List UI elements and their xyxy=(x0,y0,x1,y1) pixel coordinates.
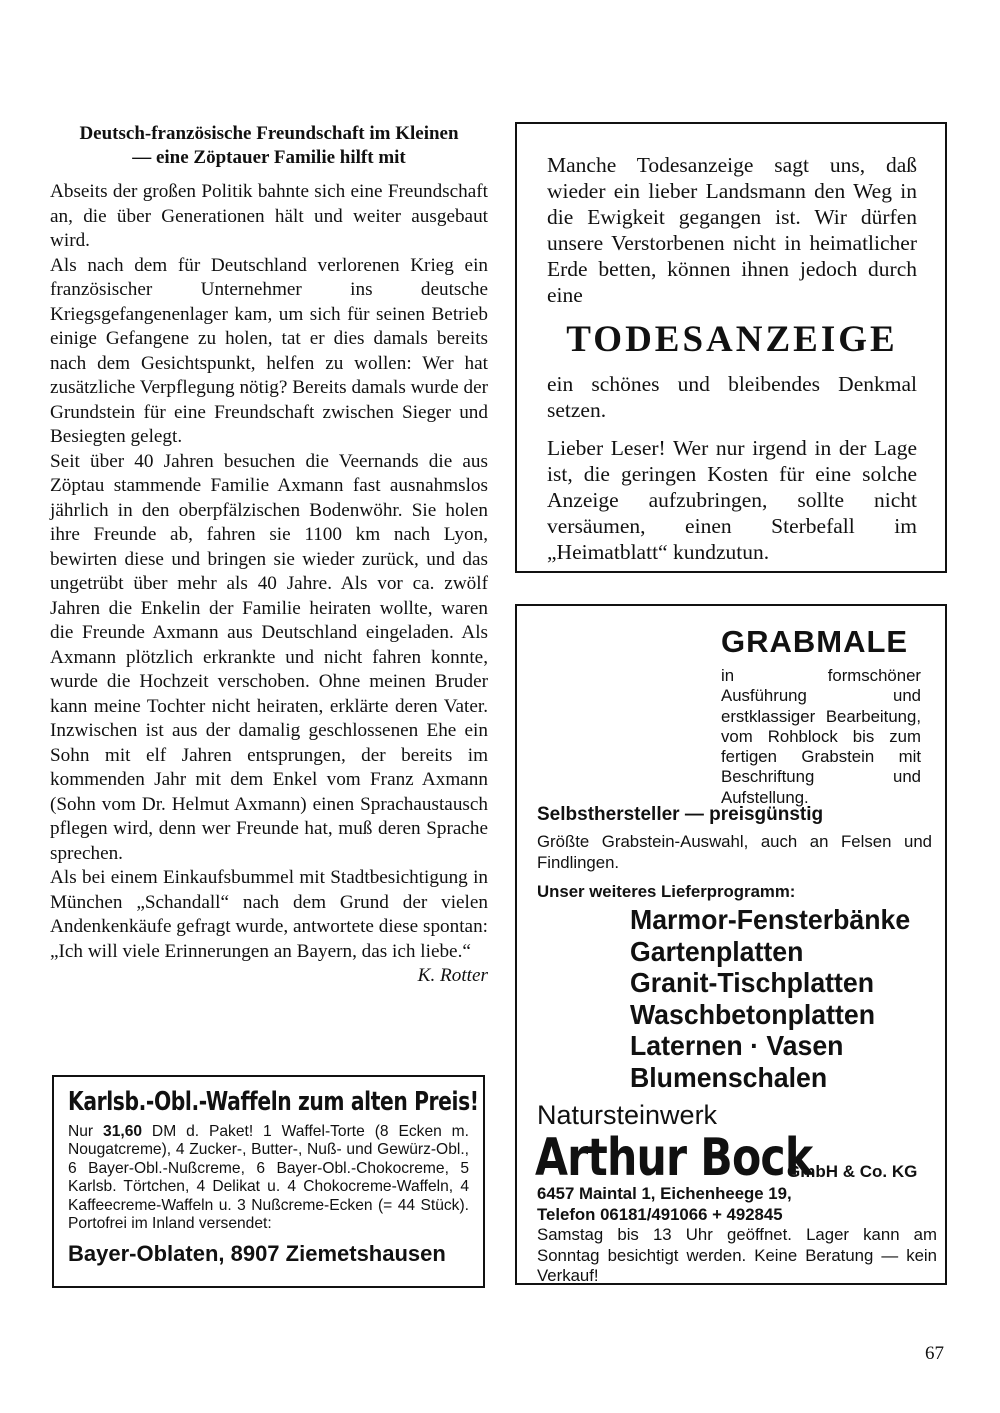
product-item: Marmor-Fensterbänke xyxy=(630,904,911,935)
death-notice-intro: Manche Todesanzeige sagt uns, daß wieder ein lieber Landsmann den Weg in die Ewigkeit gegangen ist. Wir dürfen unsere Verstorbenen nicht in heimatlicher Erde betten, können ihnen jedoch durch eine xyxy=(547,153,917,307)
death-notice-appeal: Lieber Leser! Wer nur irgend in der Lage ist, die geringen Kosten für eine solche Anzeige aufzubringen, sollte nicht versäumen, einen Sterbefall im „Heimatblatt“ kundzutun. xyxy=(547,436,917,564)
article-paragraph: Als nach dem für Deutschland verlorenen Krieg ein französischer Unternehmer ins deutsche Kriegsgefangenenlager kam, um sich für seinen Betrieb einige Gefangene zu holen, tat er dies damals bereits nach dem Gesichtspunkt, helfen zu wollen: Wer hat zusätzliche Verpflegung nötig? Bereits damals wurde der Grundstein für eine Freundschaft zwischen Sieger und Besiegten gelegt. xyxy=(50,254,488,447)
company-hours: Samstag bis 13 Uhr geöffnet. Lager kann am Sonntag besichtigt werden. Keine Beratung — kein Verkauf! xyxy=(537,1225,937,1286)
grabmale-selection: Größte Grabstein-Auswahl, auch an Felsen und Findlingen. xyxy=(537,832,932,872)
grabmale-intro: in formschöner Ausführung und erstklassiger Bearbeitung, vom Rohblock bis zum fertigen Grabstein mit Beschriftung und Aufstellung. xyxy=(721,666,921,807)
page-number: 67 xyxy=(925,1343,944,1364)
waffeln-price: 31,60 xyxy=(103,1123,143,1140)
grabmale-slogan: Selbsthersteller — preisgünstig xyxy=(537,804,824,825)
company-address: 6457 Maintal 1, Eichenheege 19, xyxy=(537,1184,792,1203)
company-phone: Telefon 06181/491066 + 492845 xyxy=(537,1204,783,1224)
waffeln-body xyxy=(68,1123,469,1233)
death-notice-headline: TODESANZEIGE xyxy=(566,319,898,360)
headline-line-1: Deutsch-französische Freundschaft im Kleinen xyxy=(79,123,459,144)
headline-line-2: — eine Zöptauer Familie hilft mit xyxy=(132,147,406,168)
company-block xyxy=(535,1128,918,1188)
company-suffix: GmbH & Co. KG xyxy=(787,1162,918,1181)
death-notice-after: ein schönes und bleibendes Denkmal setzen. xyxy=(547,372,917,422)
company-prefix: Natursteinwerk xyxy=(537,1100,718,1130)
death-notice-ad xyxy=(515,122,947,573)
product-item: Waschbetonplatten xyxy=(630,998,876,1030)
article-author: K. Rotter xyxy=(417,965,488,986)
company-contact xyxy=(537,1184,937,1287)
company-name: Arthur Bock xyxy=(535,1128,813,1188)
grabmale-program-heading: Unser weiteres Lieferprogramm: xyxy=(537,882,796,901)
waffeln-headline: Karlsb.-Obl.-Waffeln zum alten Preis! xyxy=(68,1087,479,1117)
article-headline xyxy=(50,122,488,170)
article-paragraph: Seit über 40 Jahren besuchen die Veernands die aus Zöptau stammende Familie Axmann fast ausnahmslos jährlich in den oberpfälzischen Bodenwöhr. Sie holen ihre Freunde ab, fahren sie 1100 km nach Lyon, bewirten diese und bringen sie wieder zurück, und das ungetrübt über mehr als 40 Jahre. Als vor ca. zwölf Jahren die Enkelin der Familie heiraten wollte, waren die Freunde Axmann aus Deutschland eingeladen. Als Axmann plötzlich erkrankte und nicht fahren konnte, wurde die Hochzeit verschoben. Ohne meinen Bruder kann meine Tochter nicht heiraten, erklärte deren Vater. Inzwischen ist aus der damalig geschlossenen Ehe ein Sohn mit elf Jahren entsprungen, der bereits im kommenden Jahr mit dem Enkel vom Franz Axmann (Sohn vom Dr. Helmut Axmann) einen Sprachaustausch pflegen wird, denn wer Freunde hat, muß deren Sprache sprechen. xyxy=(50,450,488,864)
grabmale-product-list xyxy=(630,904,919,1093)
waffeln-price-prefix: Nur xyxy=(68,1123,104,1140)
article xyxy=(50,122,488,989)
product-item: Laternen · Vasen xyxy=(630,1030,844,1061)
waffeln-body-text: DM d. Paket! 1 Waffel-Torte (8 Ecken m. Nougatcreme), 4 Zucker-, Butter-, Nuß- und Gewürz-Obl., 6 Bayer-Obl.-Nußcreme, 6 Bayer-Obl.-Chokocreme, 5 Karlsb. Törtchen, 4 Delikat u. 4 Chokocreme-Waffeln, 4 Kaffeecreme-Waffeln u. 3 Nußcreme-Ecken (= 44 Stück). Portofrei im Inland versendet: xyxy=(68,1123,469,1233)
product-item: Granit-Tischplatten xyxy=(630,967,875,998)
grabmale-ad xyxy=(515,604,947,1285)
waffeln-footer: Bayer-Oblaten, 8907 Ziemetshausen xyxy=(68,1241,446,1267)
product-item: Gartenplatten xyxy=(630,935,804,967)
product-item: Blumenschalen xyxy=(630,1061,828,1093)
grabmale-title: GRABMALE xyxy=(721,624,909,659)
article-paragraph: Als bei einem Einkaufsbummel mit Stadtbesichtigung in München „Schandall“ nach dem Grund der vielen Andenkenkäufe gefragt wurde, antwortete diese spontan: „Ich will viele Erinnerungen an Bayern, das ich liebe.“ xyxy=(50,867,488,962)
article-paragraph: Abseits der großen Politik bahnte sich eine Freundschaft an, die über Generationen hält und weiter ausgebaut wird. xyxy=(50,181,488,251)
waffeln-ad xyxy=(52,1075,485,1288)
